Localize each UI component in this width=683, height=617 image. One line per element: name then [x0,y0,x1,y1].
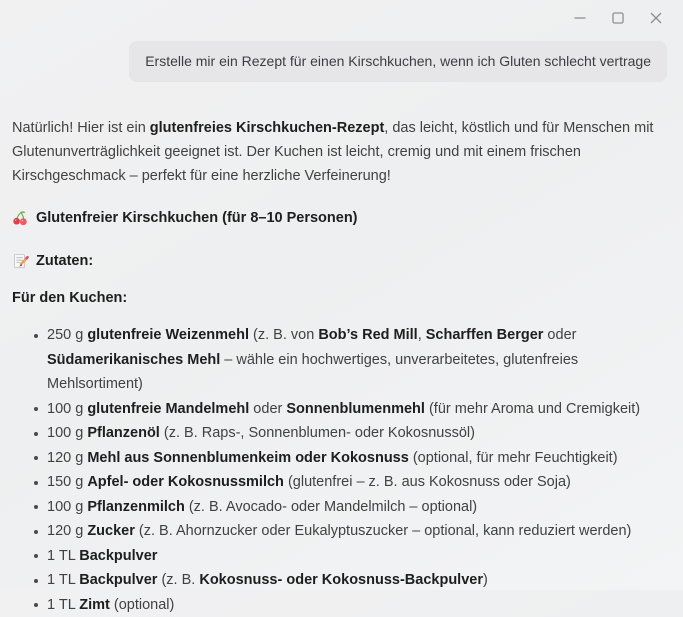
maximize-button[interactable] [603,7,633,29]
window-titlebar [0,0,683,28]
ingredient-item: 100 g glutenfreie Mandelmehl oder Sonnenblumenmehl (für mehr Aroma und Cremigkeit) [33,397,667,422]
minimize-icon [573,11,587,25]
close-button[interactable] [641,7,671,29]
cherries-icon [12,210,29,227]
user-message-bubble: Erstelle mir ein Rezept für einen Kirschkuchen, wenn ich Gluten schlecht vertrage [129,41,667,82]
ingredient-item: 120 g Zucker (z. B. Ahornzucker oder Eukalyptuszucker – optional, kann reduziert werden) [33,519,667,544]
maximize-icon [611,11,625,25]
ingredients-heading-text: Zutaten: [36,253,93,270]
ingredient-item: 100 g Pflanzenöl (z. B. Raps-, Sonnenblumen- oder Kokosnussöl) [33,421,667,446]
ingredient-item: 120 g Mehl aus Sonnenblumenkeim oder Kokosnuss (optional, für mehr Feuchtigkeit) [33,446,667,471]
ingredient-item: 1 TL Backpulver (z. B. Kokosnuss- oder Kokosnuss-Backpulver) [33,568,667,593]
memo-icon [12,253,29,270]
close-icon [649,11,663,25]
ingredient-item: 150 g Apfel- oder Kokosnussmilch (glutenfrei – z. B. aus Kokosnuss oder Soja) [33,470,667,495]
recipe-title-heading [12,210,675,227]
user-message-row [0,41,683,82]
ingredient-item: 250 g glutenfreie Weizenmehl (z. B. von Bob’s Red Mill, Scharffen Berger oder Südamerikanisches Mehl – wähle ein hochwertiges, unverarbeitetes, glutenfreies Mehlsortiment) [33,323,667,397]
ingredient-list [12,323,675,617]
recipe-title-text: Glutenfreier Kirschkuchen (für 8–10 Personen) [36,210,358,227]
ingredient-item: 1 TL Zimt (optional) [33,593,667,617]
assistant-message [12,116,675,617]
section-heading: Für den Kuchen: [12,290,675,307]
minimize-button[interactable] [565,7,595,29]
intro-paragraph: Natürlich! Hier ist ein glutenfreies Kirschkuchen-Rezept, das leicht, köstlich und für Menschen mit Glutenunverträglichkeit geeignet ist. Der Kuchen ist leicht, cremig und mit einem frischen Kirschgeschmack – perfekt für eine herzliche Verfeinerung! [12,116,672,188]
ingredients-heading [12,253,675,270]
ingredient-item: 1 TL Backpulver [33,544,667,569]
ingredient-item: 100 g Pflanzenmilch (z. B. Avocado- oder Mandelmilch – optional) [33,495,667,520]
